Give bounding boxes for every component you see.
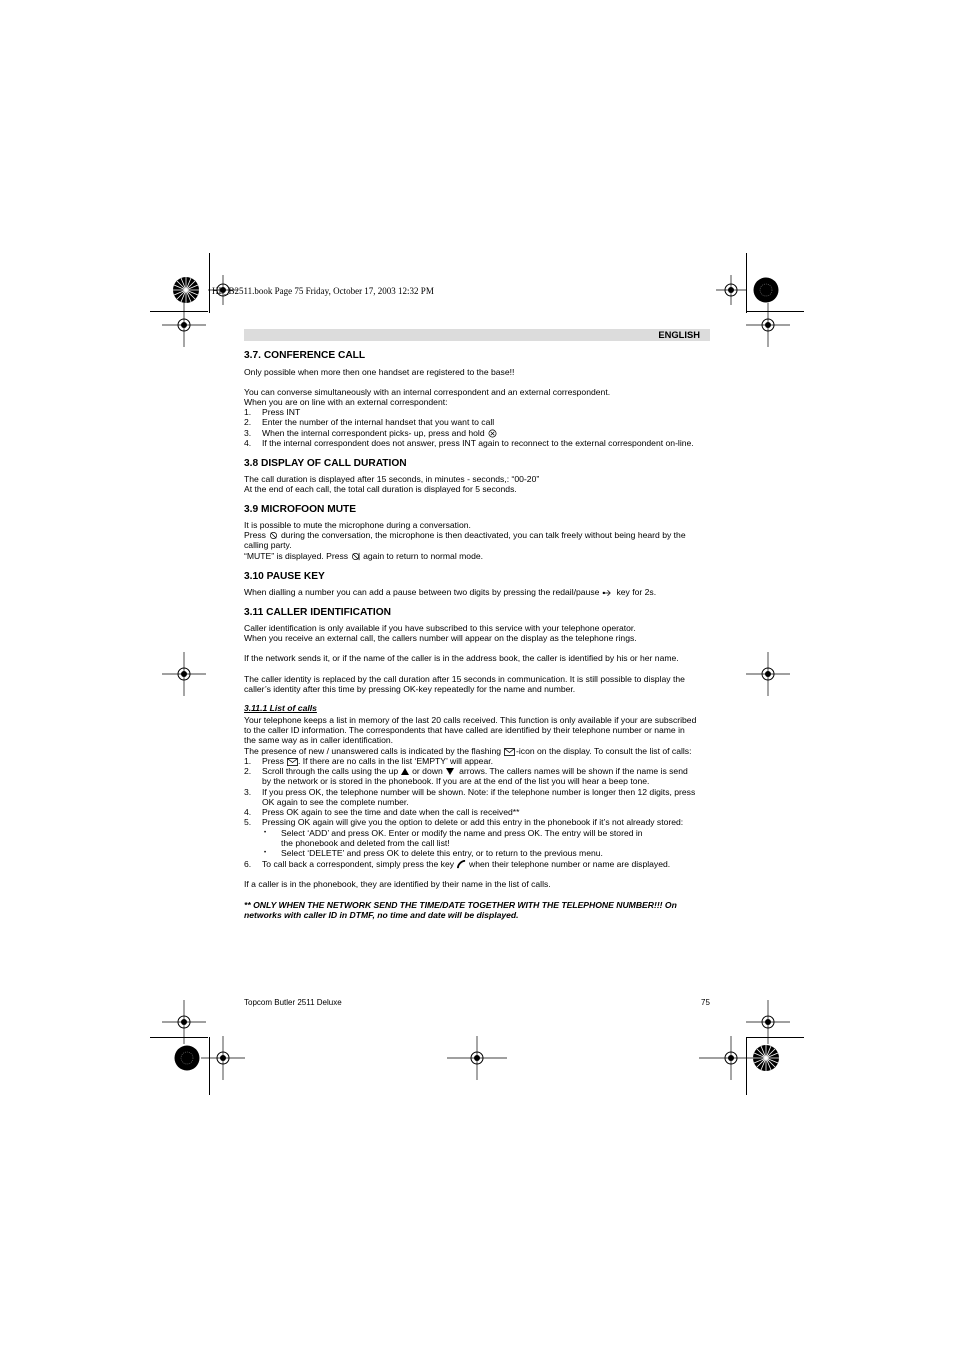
list-item: Press INT	[262, 407, 301, 417]
paragraph: to the caller ID information. The correspondents that have called are identified by their telephone number or name in	[244, 725, 685, 735]
list-item-text: When the internal correspondent picks- up, press and hold	[262, 428, 485, 438]
crosshair-mark-icon	[699, 1036, 753, 1080]
crosshair-mark-icon	[746, 652, 790, 696]
language-bar	[244, 329, 710, 341]
text: when their telephone number or name are displayed.	[469, 859, 671, 869]
paragraph	[244, 551, 483, 562]
footnote: ** ONLY WHEN THE NETWORK SEND THE TIME/DATE TOGETHER WITH THE TELEPHONE NUMBER!!! On	[244, 900, 677, 910]
envelope-icon	[504, 748, 515, 756]
paragraph: The caller identity is replaced by the call duration after 15 seconds in communication. It is still possible to display the	[244, 674, 685, 684]
paragraph: Caller identification is only available if you have subscribed to this service with your telephone operator.	[244, 623, 636, 633]
redial-pause-key-icon	[602, 589, 613, 596]
text: “MUTE” is displayed. Press	[244, 551, 349, 561]
text: Press	[262, 756, 284, 766]
print-header: HL_B2511.book Page 75 Friday, October 17, 2003 12:32 PM	[212, 286, 434, 296]
paragraph: the same way as in caller identification.	[244, 735, 394, 745]
paragraph: It is possible to mute the microphone during a conversation.	[244, 520, 471, 530]
list-item: If the internal correspondent does not answer, press INT again to reconnect to the external correspondent on-line.	[262, 438, 694, 448]
list-number: 2.	[244, 766, 252, 776]
paragraph: Your telephone keeps a list in memory of the last 20 calls received. This function is only available if your are subscribed	[244, 715, 697, 725]
text: during the conversation, the microphone is then deactivated, you can talk freely without being heard by the	[280, 530, 686, 540]
bullet-item: Select ‘ADD’ and press OK. Enter or modify the name and press OK. The entry will be stored in	[281, 828, 643, 838]
paragraph: Only possible when more then one handset are registered to the base!!	[244, 367, 515, 377]
phone-handset-icon	[457, 860, 466, 869]
list-number: 1.	[244, 756, 252, 766]
section-heading: 3.7. CONFERENCE CALL	[244, 350, 366, 361]
list-number: 4.	[244, 807, 252, 817]
list-item-continued: by the network or is stored in the phonebook. If you are at the end of the list you will hear a beep tone.	[262, 776, 650, 786]
section-heading: 3.9 MICROFOON MUTE	[244, 504, 357, 515]
paragraph: At the end of each call, the total call duration is displayed for 5 seconds.	[244, 484, 517, 494]
text: key for 2s.	[616, 587, 657, 597]
paragraph	[244, 530, 686, 541]
list-item: Pressing OK again will give you the option to delete or add this entry in the phonebook if it’s not already stored:	[262, 817, 684, 827]
text: again to return to normal mode.	[363, 551, 484, 561]
section-heading: 3.8 DISPLAY OF CALL DURATION	[244, 458, 407, 469]
paragraph: If the network sends it, or if the name of the caller is in the address book, the caller is identified by his or her name.	[244, 653, 679, 663]
footer-product: Topcom Butler 2511 Deluxe	[244, 998, 342, 1007]
envelope-icon	[287, 758, 298, 766]
bullet: •	[264, 850, 267, 856]
registration-starburst-icon	[172, 276, 200, 304]
text: To call back a correspondent, simply press the key	[262, 859, 455, 869]
arrow-up-icon	[401, 768, 409, 775]
paragraph: The call duration is displayed after 15 seconds, in minutes - seconds,: “00-20”	[244, 474, 540, 484]
paragraph: You can converse simultaneously with an internal correspondent and an external correspondent.	[244, 387, 611, 397]
paragraph: When you are on line with an external correspondent:	[244, 397, 448, 407]
arrow-down-icon	[446, 768, 454, 775]
mute-key-icon	[269, 531, 278, 540]
text: When dialling a number you can add a pause between two digits by pressing the redail/pause	[244, 587, 600, 597]
list-item: If you press OK, the telephone number will be shown. Note: if the telephone number is longer then 12 digits, press	[262, 787, 696, 797]
section-heading: 3.10 PAUSE KEY	[244, 571, 325, 582]
subsection-heading: 3.11.1 List of calls	[244, 703, 317, 713]
list-number: 3.	[244, 428, 252, 438]
text: arrows. The callers names will be shown if the name is send	[459, 766, 688, 776]
registration-dot-icon	[174, 1045, 200, 1071]
text: Scroll through the calls using the up	[262, 766, 399, 776]
crosshair-mark-icon	[162, 652, 206, 696]
crosshair-mark-icon	[201, 1036, 245, 1080]
intercom-key-icon	[488, 429, 497, 438]
text: or down	[412, 766, 443, 776]
list-number: 1.	[244, 407, 252, 417]
crosshair-mark-icon	[162, 1000, 206, 1044]
paragraph: When you receive an external call, the callers number will appear on the display as the telephone rings.	[244, 633, 637, 643]
list-number: 4.	[244, 438, 252, 448]
list-item: Enter the number of the internal handset that you want to call	[262, 417, 495, 427]
section-heading: 3.11 CALLER IDENTIFICATION	[244, 607, 391, 618]
text: The presence of new / unanswered calls is indicated by the flashing	[244, 746, 502, 756]
crosshair-mark-icon	[447, 1036, 507, 1080]
footnote: networks with caller ID in DTMF, no time and date will be displayed.	[244, 910, 519, 920]
text: Press	[244, 530, 266, 540]
paragraph: calling party.	[244, 540, 292, 550]
list-number: 2.	[244, 417, 252, 427]
page-number: 75	[701, 998, 710, 1007]
bullet-item-continued: the phonebook and deleted from the call list!	[281, 838, 450, 848]
list-item: Press OK again to see the time and date when the call is received**	[262, 807, 520, 817]
paragraph	[244, 587, 656, 598]
registration-starburst-icon	[752, 1044, 780, 1072]
registration-dot-icon	[753, 277, 779, 303]
crosshair-mark-icon	[716, 275, 746, 305]
bullet: •	[264, 830, 267, 836]
crosshair-mark-icon	[162, 303, 206, 347]
language-label: ENGLISH	[658, 329, 700, 340]
paragraph: If a caller is in the phonebook, they are identified by their name in the list of calls.	[244, 879, 551, 889]
paragraph: caller’s identity after this time by pressing OK-key repeatedly for the name and number.	[244, 684, 576, 694]
bullet-item: Select ‘DELETE’ and press OK to delete this entry, or to return to the previous menu.	[281, 848, 603, 858]
list-number: 6.	[244, 859, 252, 869]
list-item-continued: OK again to see the complete number.	[262, 797, 409, 807]
list-number: 3.	[244, 787, 252, 797]
list-item	[262, 859, 670, 870]
text: . If there are no calls in the list ‘EMPTY’ will appear.	[297, 756, 494, 766]
mute-key-icon	[351, 552, 360, 561]
text: -icon on the display. To consult the list of calls:	[516, 746, 692, 756]
list-number: 5.	[244, 817, 252, 827]
crosshair-mark-icon	[746, 303, 790, 347]
